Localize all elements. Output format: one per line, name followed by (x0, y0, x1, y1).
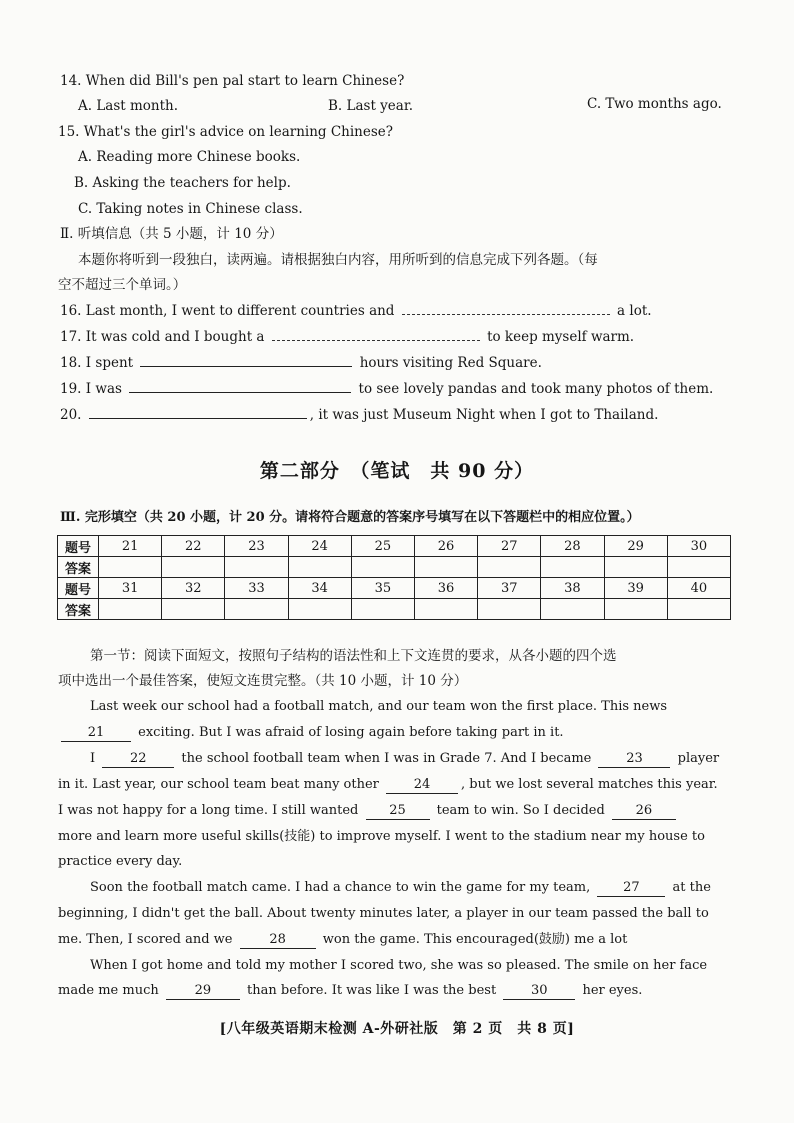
blank-21: 21 (61, 725, 131, 742)
item-20-after: , it was just Museum Night when I got to Thailand. (309, 407, 659, 423)
passage-line-12-text-a: made me much (58, 983, 159, 998)
grid-number-35: 35 (351, 578, 414, 599)
passage-line-12-text-b: than before. It was like I was the best (247, 983, 497, 998)
answer-cell-26[interactable] (414, 557, 477, 578)
passage-line-8-text-a: Soon the football match came. I had a chance to win the game for my team, (90, 880, 591, 895)
q14-option-c: C. Two months ago. (587, 96, 722, 112)
grid-number-29: 29 (604, 536, 667, 557)
item-18-before: I spent (85, 355, 134, 371)
passage-line-10-text-a: me. Then, I scored and we (58, 932, 233, 947)
grid-number-31: 31 (99, 578, 162, 599)
section-2-heading: Ⅱ. 听填信息（共 5 小题，计 10 分） (60, 226, 283, 242)
item-18 (60, 354, 542, 372)
answer-cell-35[interactable] (351, 599, 414, 620)
answer-cell-33[interactable] (225, 599, 288, 620)
item-19-before: I was (85, 381, 122, 397)
answer-cell-21[interactable] (99, 557, 162, 578)
passage-line-8-text-b: at the (672, 880, 711, 895)
item-18-after: hours visiting Red Square. (359, 355, 542, 371)
blank-25: 25 (366, 803, 430, 820)
item-16 (60, 302, 652, 320)
passage-line-4 (58, 776, 718, 794)
answer-cell-27[interactable] (478, 557, 541, 578)
item-19-number: 19. (60, 381, 82, 397)
answer-cell-32[interactable] (162, 599, 225, 620)
section-2-instruction-line-2: 空不超过三个单词。） (58, 277, 187, 293)
item-20-number: 20. (60, 407, 82, 423)
q15-option-b: B. Asking the teachers for help. (74, 175, 291, 191)
grid-number-39: 39 (604, 578, 667, 599)
item-16-blank[interactable] (402, 314, 610, 315)
grid-number-27: 27 (478, 536, 541, 557)
grid-number-36: 36 (414, 578, 477, 599)
grid-number-30: 30 (667, 536, 730, 557)
grid-number-34: 34 (288, 578, 351, 599)
answer-grid (57, 535, 731, 620)
answer-cell-37[interactable] (478, 599, 541, 620)
item-19 (60, 380, 713, 398)
answer-cell-30[interactable] (667, 557, 730, 578)
section-3-heading: Ⅲ. 完形填空（共 20 小题，计 20 分。请将符合题意的答案序号填写在以下答题栏中的相应位置。） (60, 510, 640, 525)
answer-cell-31[interactable] (99, 599, 162, 620)
blank-30: 30 (503, 983, 575, 1000)
passage-line-3-text-c: player (677, 751, 720, 766)
blank-27: 27 (597, 880, 665, 897)
q14-option-b: B. Last year. (328, 98, 414, 114)
passage-line-3 (90, 750, 719, 768)
answer-cell-39[interactable] (604, 599, 667, 620)
question-14-stem: 14. When did Bill's pen pal start to learn Chinese? (60, 73, 405, 89)
answer-cell-36[interactable] (414, 599, 477, 620)
grid-number-37: 37 (478, 578, 541, 599)
row-label-number: 题号 (58, 578, 99, 599)
answer-cell-24[interactable] (288, 557, 351, 578)
item-17-number: 17. (60, 329, 82, 345)
item-17-after: to keep myself warm. (487, 329, 635, 345)
row-label-answer: 答案 (58, 557, 99, 578)
q14-option-a: A. Last month. (78, 98, 179, 114)
answer-cell-22[interactable] (162, 557, 225, 578)
passage-line-6: more and learn more useful skills(技能) to improve myself. I went to the stadium near my house to (58, 829, 705, 844)
answer-cell-38[interactable] (541, 599, 604, 620)
grid-number-32: 32 (162, 578, 225, 599)
passage-line-5 (58, 802, 679, 820)
answer-cell-28[interactable] (541, 557, 604, 578)
grid-number-24: 24 (288, 536, 351, 557)
passage-line-10-text-b: won the game. This encouraged(鼓励) me a lot (322, 932, 628, 947)
grid-number-23: 23 (225, 536, 288, 557)
passage-line-9: beginning, I didn't get the ball. About twenty minutes later, a player in our team passed the ball to (58, 906, 709, 921)
grid-number-26: 26 (414, 536, 477, 557)
item-16-after: a lot. (617, 303, 652, 319)
passage-line-12 (58, 982, 642, 1000)
answer-cell-25[interactable] (351, 557, 414, 578)
part-1-instruction-line-2: 项中选出一个最佳答案，使短文连贯完整。（共 10 小题，计 10 分） (58, 673, 468, 689)
row-label-number: 题号 (58, 536, 99, 557)
answer-grid-row-answers-2 (58, 599, 731, 620)
grid-number-38: 38 (541, 578, 604, 599)
row-label-answer: 答案 (58, 599, 99, 620)
answer-cell-29[interactable] (604, 557, 667, 578)
part-1-instruction-line-1: 第一节：阅读下面短文，按照句子结构的语法性和上下文连贯的要求，从各小题的四个选 (90, 648, 617, 664)
grid-number-28: 28 (541, 536, 604, 557)
item-17 (60, 328, 634, 346)
blank-22: 22 (102, 751, 174, 768)
passage-line-11: When I got home and told my mother I scored two, she was so pleased. The smile on her face (90, 958, 708, 973)
item-20 (60, 406, 658, 424)
answer-grid-row-numbers-1 (58, 536, 731, 557)
answer-grid-row-numbers-2 (58, 578, 731, 599)
item-19-after: to see lovely pandas and took many photos of them. (358, 381, 714, 397)
part-2-title: 第二部分 （笔试 共 90 分） (259, 460, 535, 482)
passage-line-2-text: exciting. But I was afraid of losing again before taking part in it. (138, 725, 564, 740)
page-footer: [八年级英语期末检测 A-外研社版 第 2 页 共 8 页] (219, 1021, 575, 1037)
blank-23: 23 (598, 751, 670, 768)
grid-number-40: 40 (667, 578, 730, 599)
passage-line-8 (90, 879, 711, 897)
grid-number-22: 22 (162, 536, 225, 557)
item-16-before: Last month, I went to different countries and (85, 303, 395, 319)
passage-line-3-text-a: I (90, 751, 96, 766)
grid-number-25: 25 (351, 536, 414, 557)
item-17-before: It was cold and I bought a (85, 329, 265, 345)
passage-line-5-text-b: team to win. So I decided (436, 803, 605, 818)
passage-line-4-text-b: , but we lost several matches this year. (461, 777, 718, 792)
passage-line-5-text-a: I was not happy for a long time. I still wanted (58, 803, 359, 818)
item-20-blank[interactable] (89, 418, 307, 419)
item-19-blank[interactable] (129, 392, 351, 393)
answer-cell-40[interactable] (667, 599, 730, 620)
passage-line-12-text-c: her eyes. (582, 983, 643, 998)
passage-line-7: practice every day. (58, 854, 183, 869)
grid-number-33: 33 (225, 578, 288, 599)
item-17-blank[interactable] (272, 340, 480, 341)
passage-line-10 (58, 931, 627, 949)
blank-28: 28 (240, 932, 316, 949)
answer-grid-row-answers-1 (58, 557, 731, 578)
q15-option-c: C. Taking notes in Chinese class. (78, 201, 303, 217)
item-18-number: 18. (60, 355, 82, 371)
item-16-number: 16. (60, 303, 82, 319)
answer-cell-34[interactable] (288, 599, 351, 620)
question-15-stem: 15. What's the girl's advice on learning Chinese? (58, 124, 394, 140)
grid-number-21: 21 (99, 536, 162, 557)
blank-26: 26 (612, 803, 676, 820)
passage-line-4-text-a: in it. Last year, our school team beat many other (58, 777, 379, 792)
passage-line-1: Last week our school had a football match, and our team won the first place. This news (90, 699, 668, 714)
answer-cell-23[interactable] (225, 557, 288, 578)
blank-24: 24 (386, 777, 458, 794)
passage-line-2 (58, 724, 564, 742)
section-2-instruction-line-1: 本题你将听到一段独白，读两遍。请根据独白内容，用所听到的信息完成下列各题。（每 (78, 252, 598, 268)
item-18-blank[interactable] (140, 366, 352, 367)
q15-option-a: A. Reading more Chinese books. (78, 149, 301, 165)
passage-line-3-text-b: the school football team when I was in Grade 7. And I became (181, 751, 592, 766)
blank-29: 29 (166, 983, 240, 1000)
